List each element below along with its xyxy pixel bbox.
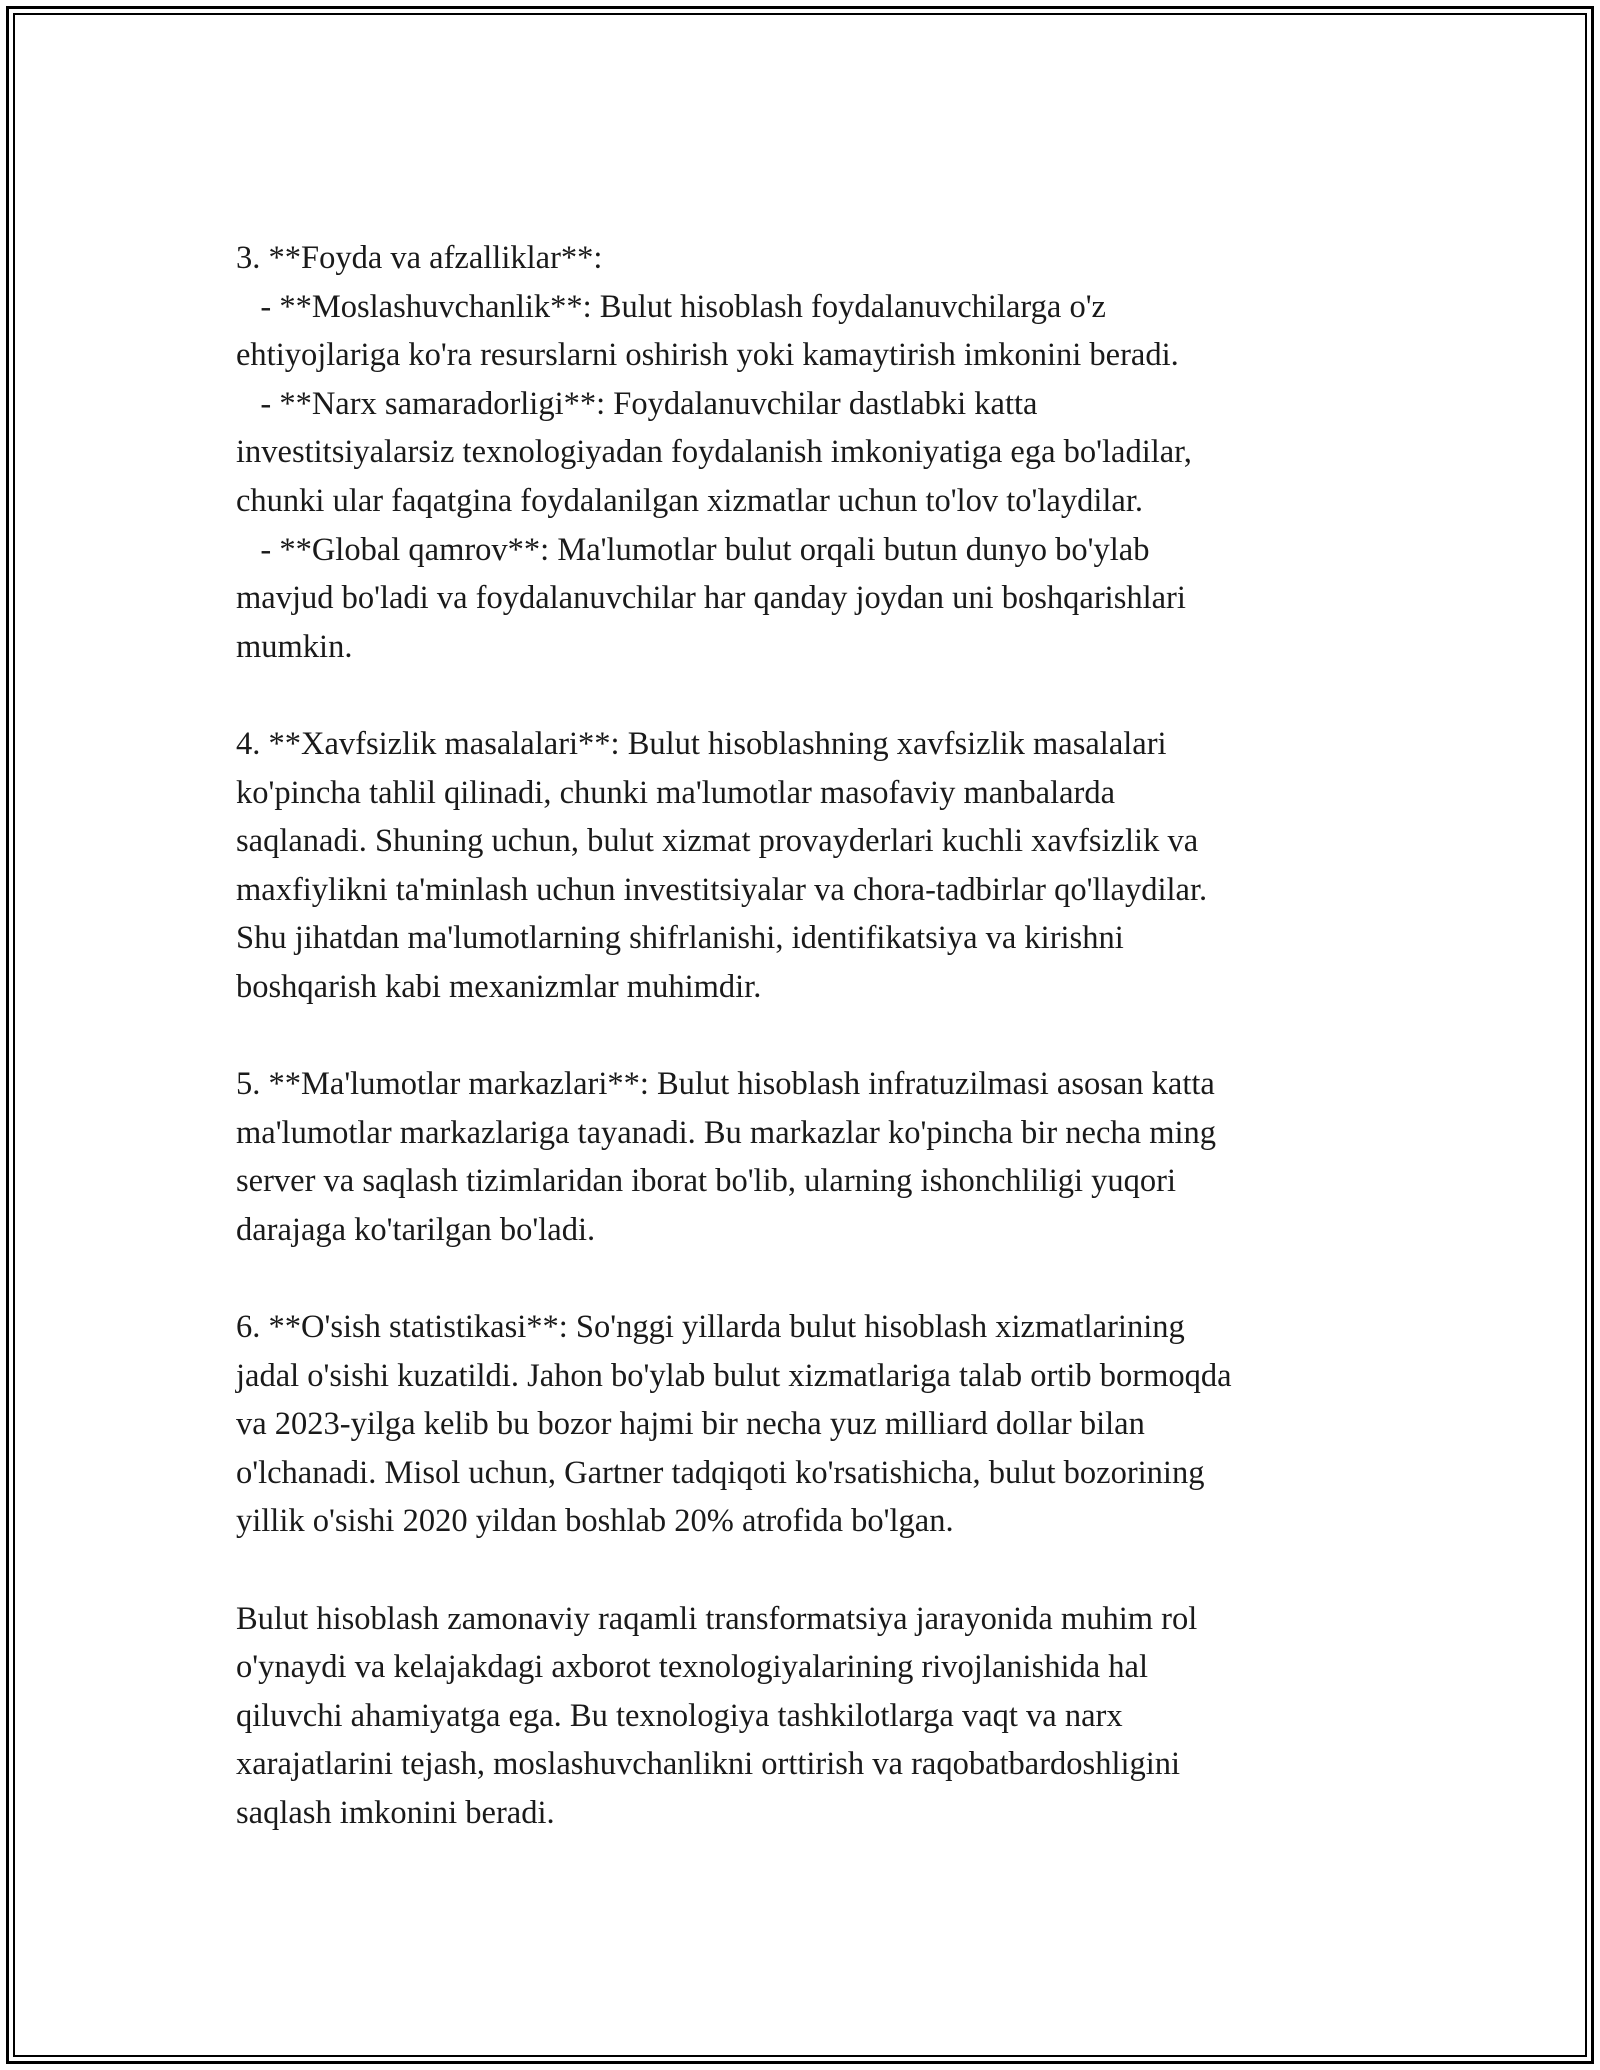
- text-line: maxfiylikni ta'minlash uchun investitsiyalar va chora-tadbirlar qo'llaydilar.: [236, 871, 1208, 908]
- text-line: 4. **Xavfsizlik masalalari**: Bulut hisoblashning xavfsizlik masalalari: [236, 725, 1167, 762]
- paragraph-gap: [236, 1012, 1386, 1061]
- text-line: server va saqlash tizimlaridan iborat bo'lib, ularning ishonchliligi yuqori: [236, 1163, 1177, 1200]
- text-line: va 2023-yilga kelib bu bozor hajmi bir necha yuz milliard dollar bilan: [236, 1406, 1145, 1443]
- text-line: xarajatlarini tejash, moslashuvchanlikni orttirish va raqobatbardoshligini: [236, 1746, 1181, 1783]
- text-line: - **Global qamrov**: Ma'lumotlar bulut orqali butun dunyo bo'ylab: [236, 531, 1150, 568]
- paragraph-gap: [236, 671, 1386, 720]
- section-osish-statistikasi: [236, 1303, 1386, 1546]
- text-line: saqlash imkonini beradi.: [236, 1795, 555, 1831]
- document-body: [236, 234, 1386, 1838]
- text-line: Shu jihatdan ma'lumotlarning shifrlanishi, identifikatsiya va kirishni: [236, 920, 1124, 957]
- section-malumotlar-markazlari: [236, 1060, 1386, 1254]
- text-line: 5. **Ma'lumotlar markazlari**: Bulut hisoblash infratuzilmasi asosan katta: [236, 1066, 1215, 1103]
- text-line: - **Narx samaradorligi**: Foydalanuvchilar dastlabki katta: [236, 385, 1038, 422]
- text-line: mavjud bo'ladi va foydalanuvchilar har qanday joydan uni boshqarishlari: [236, 580, 1186, 617]
- section-xulosa: [236, 1595, 1386, 1838]
- text-line: investitsiyalarsiz texnologiyadan foydalanish imkoniyatiga ega bo'ladilar,: [236, 434, 1192, 471]
- text-line: ehtiyojlariga ko'ra resurslarni oshirish yoki kamaytirish imkonini beradi.: [236, 337, 1179, 374]
- paragraph-gap: [236, 1546, 1386, 1595]
- text-line: mumkin.: [236, 628, 353, 665]
- paragraph-gap: [236, 1254, 1386, 1303]
- text-line: qiluvchi ahamiyatga ega. Bu texnologiya tashkilotlarga vaqt va narx: [236, 1697, 1123, 1734]
- text-line: chunki ular faqatgina foydalanilgan xizmatlar uchun to'lov to'laydilar.: [236, 482, 1143, 519]
- text-line: 6. **O'sish statistikasi**: So'nggi yillarda bulut hisoblash xizmatlarining: [236, 1309, 1185, 1346]
- text-line: Bulut hisoblash zamonaviy raqamli transformatsiya jarayonida muhim rol: [236, 1600, 1198, 1637]
- text-line: boshqarish kabi mexanizmlar muhimdir.: [236, 968, 762, 1005]
- text-line: 3. **Foyda va afzalliklar**:: [236, 240, 603, 276]
- text-line: o'ynaydi va kelajakdagi axborot texnologiyalarining rivojlanishida hal: [236, 1649, 1148, 1686]
- section-foyda-va-afzalliklar: [236, 234, 1386, 671]
- text-line: darajaga ko'tarilgan bo'ladi.: [236, 1211, 596, 1248]
- text-line: o'lchanadi. Misol uchun, Gartner tadqiqoti ko'rsatishicha, bulut bozorining: [236, 1454, 1205, 1491]
- text-line: ko'pincha tahlil qilinadi, chunki ma'lumotlar masofaviy manbalarda: [236, 774, 1116, 811]
- text-line: yillik o'sishi 2020 yildan boshlab 20% atrofida bo'lgan.: [236, 1503, 954, 1540]
- text-line: saqlanadi. Shuning uchun, bulut xizmat provayderlari kuchli xavfsizlik va: [236, 823, 1199, 860]
- text-line: ma'lumotlar markazlariga tayanadi. Bu markazlar ko'pincha bir necha ming: [236, 1114, 1216, 1151]
- section-xavfsizlik-masalalari: [236, 720, 1386, 1012]
- text-line: jadal o'sishi kuzatildi. Jahon bo'ylab bulut xizmatlariga talab ortib bormoqda: [236, 1357, 1232, 1394]
- text-line: - **Moslashuvchanlik**: Bulut hisoblash foydalanuvchilarga o'z: [236, 288, 1106, 325]
